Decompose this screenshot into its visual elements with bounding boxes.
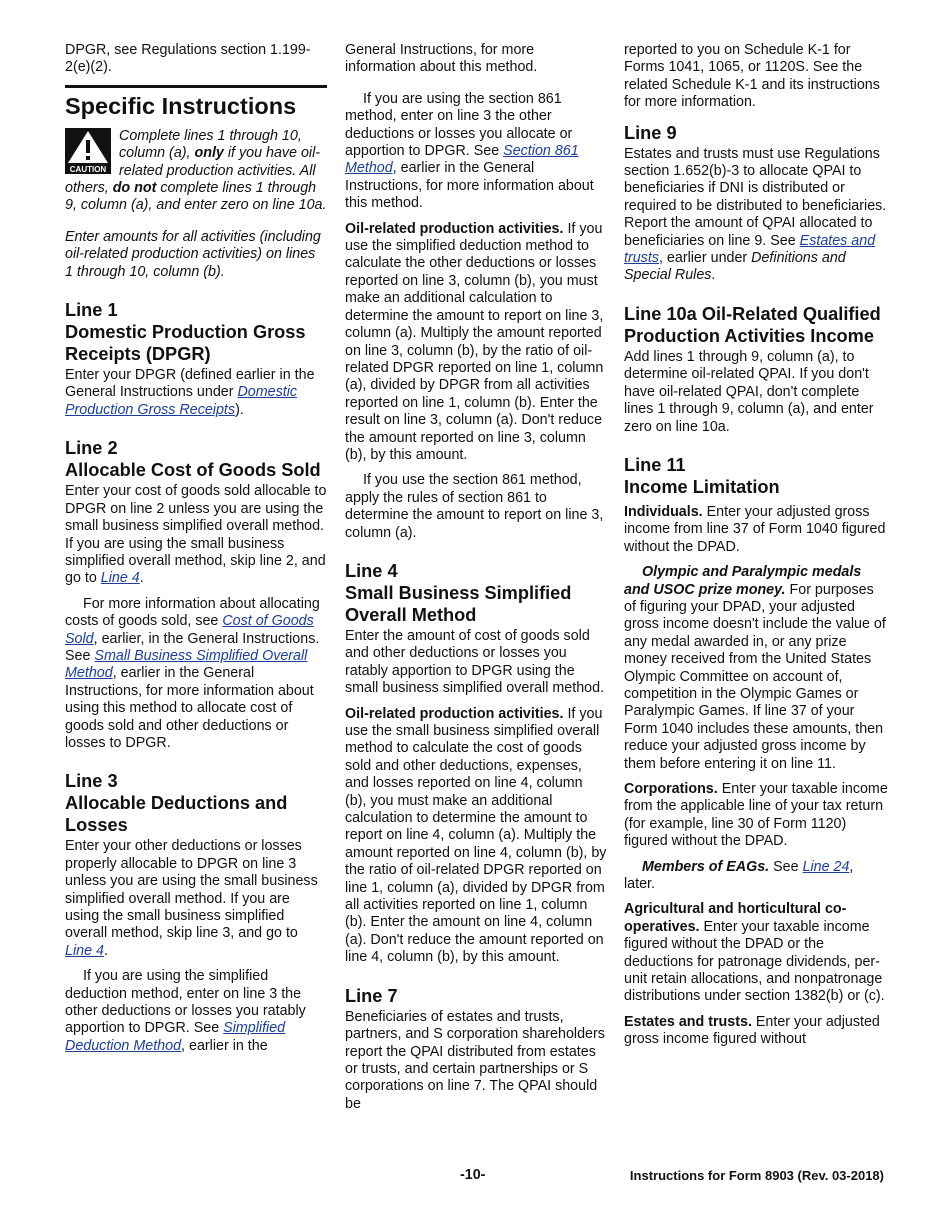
intro-text: DPGR, see Regulations section 1.199-2(e)(2). xyxy=(65,42,311,76)
form-title: Instructions for Form 8903 (Rev. 03-2018) xyxy=(629,1168,884,1183)
oil-related-paragraph-2: Oil-related production activities. If you use the small business simplified overall method to calculate the cost of goods sold and other deductions, expenses, and losses reported on line 4, column (b), you must make an additional calculation to determine the amount to report on line 4, column (a). Multiply the amount reported on line 4, column (b), by the ratio of oil-related DPGR reported on line 1, column (a), divided by DPGR from all activities reported on line 1, column (b). Enter the amount on line 4, column (a). Don't reduce the amount reported on line 4, column (b), by this amount. xyxy=(345,705,607,966)
caution-block xyxy=(65,128,327,281)
line10a-heading: Line 10a Oil-Related Qualified Production Activities Income xyxy=(624,303,881,346)
line3-paragraph-1: Enter your other deductions or losses properly allocable to DPGR on line 3 unless you are using the small business simplified overall method. If you are using the small business simplified overall method, skip line 3, and go to Line 4. xyxy=(65,838,318,959)
link-line-4-b[interactable]: Line 4 xyxy=(65,942,104,959)
link-estates-and-trusts[interactable]: Estates and trusts xyxy=(624,232,876,267)
caution-text-2: Enter amounts for all activities (including oil-related production activities) on lines 1 through 10, column (b). xyxy=(65,228,321,280)
eags-paragraph: Members of EAGs. See Line 24, later. xyxy=(624,858,854,893)
line3-paragraph-2: If you are using the simplified deduction method, enter on line 3 the other deductions or losses you ratably apportion to DPGR. See Simplified Deduction Method, earlier in the xyxy=(65,968,306,1054)
line1-paragraph: Enter your DPGR (defined earlier in the General Instructions under Domestic Production Gross Receipts). xyxy=(65,367,315,418)
column-1 xyxy=(65,42,327,1063)
link-cost-of-goods-sold[interactable]: Cost of Goods Sold xyxy=(65,613,314,647)
line4-paragraph-1: Enter the amount of cost of goods sold and other deductions or losses you ratably apportion to DPGR using the small business simplified overall method. xyxy=(345,627,605,697)
caution-text: Complete lines 1 through 10, column (a), only if you have oil-related production activities. All others, do not complete lines 1 through 9, column (a), and enter zero on line 10a. xyxy=(65,127,327,214)
link-line-24[interactable]: Line 24 xyxy=(802,858,850,875)
line9-heading: Line 9 xyxy=(624,122,677,143)
line9-paragraph: Estates and trusts must use Regulations section 1.652(b)-3 to allocate QPAI to beneficiaries if DNI is distributed or required to be distributed to beneficiaries. Report the amount of QPAI allocated to beneficiaries on line 9. See Estates and trusts, earlier under Definitions and Special Rules. xyxy=(624,145,887,284)
page-number: -10- xyxy=(460,1167,486,1183)
link-simplified-deduction-method[interactable]: Simplified Deduction Method xyxy=(65,1020,286,1054)
line3-heading: Line 3 Allocable Deductions and Losses xyxy=(65,771,288,836)
olympic-paragraph: Olympic and Paralympic medals and USOC prize money. For purposes of figuring your DPAD, your adjusted gross income doesn't include the value of any medal awarded in, or any prize money received from the United States Olympic Committee on account of, competition in the Olympic Games or Paralympic Games. If line 37 of your Form 1040 includes these amounts, then reduce your adjusted gross income by them before entering it on line 11. xyxy=(624,564,886,772)
oil-related-paragraph: Oil-related production activities. If you use the simplified deduction method to calculate the other deductions or losses reported on line 3, column (b), you must make an additional calculation to determine the amount to report on line 3, column (a). Multiply the amount reported on line 3, column (b), by the ratio of oil-related DPGR reported on line 1, column (a), divided by DPGR from all activities reported on line 1, column (b). Enter the result on line 3, column (a). Don't reduce the amount reported on line 3, column (b), by this amount. xyxy=(345,220,604,463)
section-title: Specific Instructions xyxy=(65,85,327,120)
caution-label: CAUTION xyxy=(69,164,107,174)
line4-heading: Line 4 Small Business Simplified Overall Method xyxy=(345,560,572,625)
line2-paragraph-2: For more information about allocating costs of goods sold, see Cost of Goods Sold, earlier, in the General Instructions. See Small Business Simplified Overall Method, earlier in the General Instructions, for more information about using this method to allocate cost of goods sold and other deductions or losses to DPGR. xyxy=(65,595,320,751)
col2-paragraph-1: If you are using the section 861 method, enter on line 3 the other deductions or losses you allocate or apportion to DPGR. See Section 861 Method, earlier in the General Instructions, for more information about this method. xyxy=(345,90,594,212)
caution-icon xyxy=(65,128,111,174)
line7-heading: Line 7 xyxy=(345,985,398,1006)
line1-heading: Line 1 Domestic Production Gross Receipts (DPGR) xyxy=(65,300,306,365)
corporations-paragraph: Corporations. Enter your taxable income from the applicable line of your tax return (for example, line 30 of Form 1120) figured without the DPAD. xyxy=(624,781,888,850)
line10a-paragraph: Add lines 1 through 9, column (a), to determine oil-related QPAI. If you don't have oil-related QPAI, don't complete lines 1 through 9, column (a), and enter zero on line 10a. xyxy=(624,348,874,435)
col3-paragraph-0: reported to you on Schedule K-1 for Forms 1041, 1065, or 1120S. See the related Schedule K-1 and its instructions for more information. xyxy=(624,42,880,111)
line7-paragraph: Beneficiaries of estates and trusts, partners, and S corporation shareholders report the QPAI distributed from estates or trusts, and certain partnerships or S corporations on line 7. The QPAI should be xyxy=(345,1008,605,1112)
column-3 xyxy=(624,42,888,1057)
link-line-4[interactable]: Line 4 xyxy=(100,570,140,587)
link-small-business-simplified-overall-method[interactable]: Small Business Simplified Overall Method xyxy=(65,647,308,682)
col2-paragraph-0: General Instructions, for more information about this method. xyxy=(345,42,538,76)
agricultural-paragraph: Agricultural and horticultural co-operatives. Enter your taxable income figured without the DPAD or the deductions for patronage dividends, per-unit retain allocations, and nonpatronage distributions under section 1382(b) or (c). xyxy=(624,901,885,1005)
estates-paragraph: Estates and trusts. Enter your adjusted gross income figured without xyxy=(624,1013,880,1048)
column-2 xyxy=(345,42,608,1121)
line11-heading: Line 11 Income Limitation xyxy=(624,454,780,497)
link-domestic-production-gross-receipts[interactable]: Domestic Production Gross Receipts xyxy=(65,384,298,418)
line2-heading: Line 2 Allocable Cost of Goods Sold xyxy=(65,438,321,481)
col2-paragraph-3: If you use the section 861 method, apply the rules of section 861 to determine the amount to report on line 3, column (a). xyxy=(345,472,604,541)
line2-paragraph-1: Enter your cost of goods sold allocable to DPGR on line 2 unless you are using the small business simplified overall method. If you are using the small business simplified overall method, skip line 2, and go to Line 4. xyxy=(65,483,327,587)
link-section-861-method[interactable]: Section 861 Method xyxy=(345,143,579,177)
individuals-paragraph: Individuals. Enter your adjusted gross income from line 37 of Form 1040 figured without the DPAD. xyxy=(624,503,886,555)
